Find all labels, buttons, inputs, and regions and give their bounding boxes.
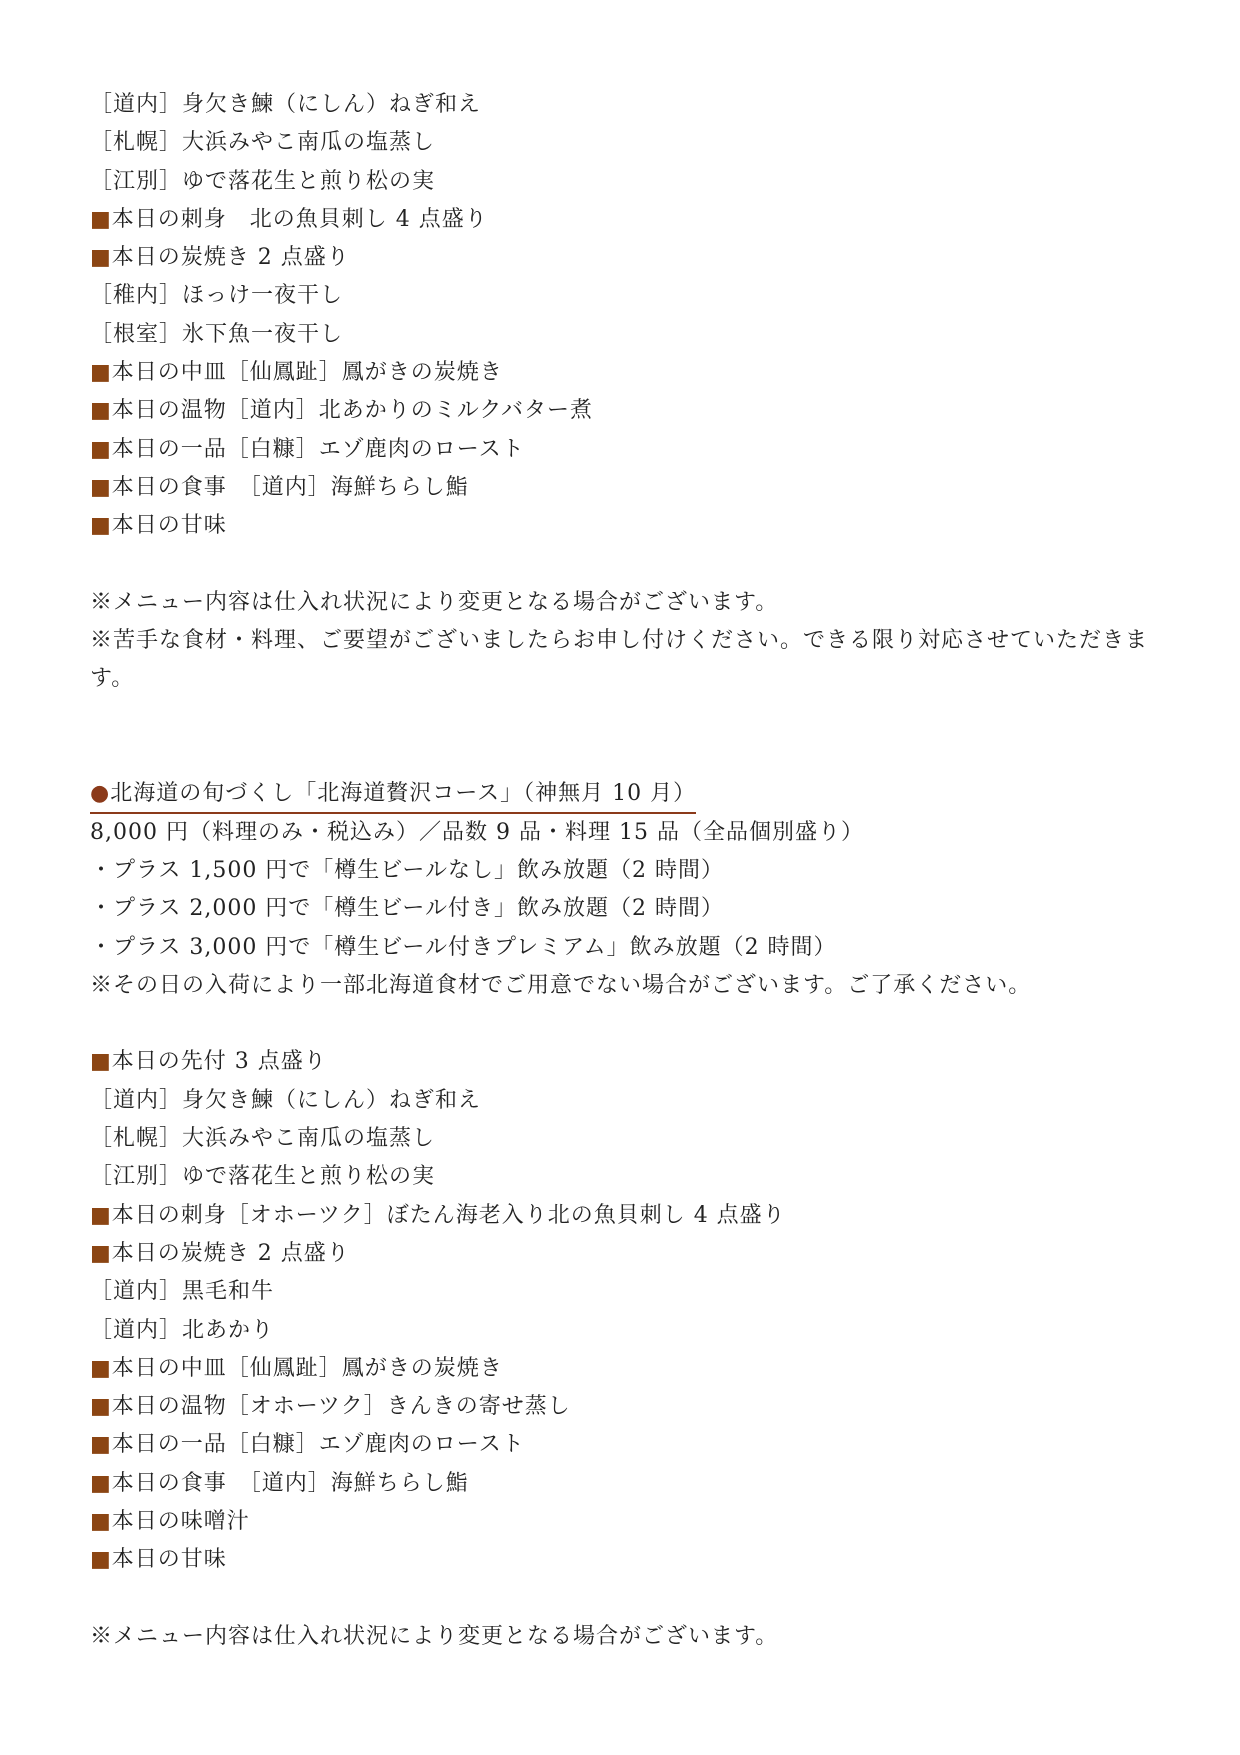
menu-line: ［札幌］大浜みやこ南瓜の塩蒸し — [90, 1126, 436, 1152]
menu-line: ■本日の温物［オホーツク］きんきの寄せ蒸し — [90, 1394, 571, 1420]
stock-note: ※その日の入荷により一部北海道食材でご用意でない場合がございます。ご了承ください。 — [90, 972, 1032, 998]
spacer — [90, 1580, 1160, 1618]
menu-line: ［道内］北あかり — [90, 1317, 275, 1343]
menu-page — [90, 86, 1160, 1656]
menu-line: ■本日の食事 ［道内］海鮮ちらし鮨 — [90, 474, 469, 500]
menu-line: ［道内］身欠き鰊（にしん）ねぎ和え — [90, 1087, 482, 1113]
course-menu-change-note: ※メニュー内容は仕入れ状況により変更となる場合がございます。 — [90, 1623, 779, 1649]
menu-line: ［稚内］ほっけ一夜干し — [90, 283, 344, 309]
menu-line: ■本日の甘味 — [90, 513, 227, 539]
menu-line: ［江別］ゆで落花生と煎り松の実 — [90, 1164, 436, 1190]
course-price: 8,000 円（料理のみ・税込み）／品数 9 品・料理 15 品（全品個別盛り） — [90, 819, 864, 845]
spacer — [90, 699, 1160, 737]
menu-line: ■本日の刺身［オホーツク］ぼたん海老入り北の魚貝刺し 4 点盛り — [90, 1202, 786, 1228]
menu-line: ■本日の甘味 — [90, 1547, 227, 1573]
menu-line: ■本日の一品［白糠］エゾ鹿肉のロースト — [90, 436, 525, 462]
menu-line: ■本日の炭焼き 2 点盛り — [90, 245, 350, 271]
bullet-icon: ● — [90, 781, 111, 807]
menu-line: ■本日の味噌汁 — [90, 1508, 250, 1534]
menu-line: ■本日の先付 3 点盛り — [90, 1049, 327, 1075]
menu-line: ■本日の温物［道内］北あかりのミルクバター煮 — [90, 398, 594, 424]
drink-plan: ・プラス 1,500 円で「樽生ビールなし」飲み放題（2 時間） — [90, 857, 724, 883]
course-heading: ●北海道の旬づくし「北海道贅沢コース」（神無月 10 月） — [90, 777, 696, 814]
menu-line: ［江別］ゆで落花生と煎り松の実 — [90, 168, 436, 194]
menu-line: ［札幌］大浜みやこ南瓜の塩蒸し — [90, 130, 436, 156]
menu-line: ■本日の中皿［仙鳳趾］鳳がきの炭焼き — [90, 360, 503, 386]
drink-plan: ・プラス 2,000 円で「樽生ビール付き」飲み放題（2 時間） — [90, 896, 724, 922]
menu-line: ［道内］黒毛和牛 — [90, 1279, 275, 1305]
menu-line: ［根室］氷下魚一夜干し — [90, 321, 344, 347]
menu-line: ■本日の刺身 北の魚貝刺し 4 点盛り — [90, 206, 488, 232]
spacer — [90, 546, 1160, 584]
menu-line: ［道内］身欠き鰊（にしん）ねぎ和え — [90, 92, 482, 117]
spacer — [90, 1005, 1160, 1043]
menu-line: ■本日の中皿［仙鳳趾］鳳がきの炭焼き — [90, 1355, 503, 1381]
menu-line: ■本日の食事 ［道内］海鮮ちらし鮨 — [90, 1470, 469, 1496]
drink-plan: ・プラス 3,000 円で「樽生ビール付きプレミアム」飲み放題（2 時間） — [90, 934, 837, 960]
menu-line: ■本日の炭焼き 2 点盛り — [90, 1240, 350, 1266]
menu-line: ■本日の一品［白糠］エゾ鹿肉のロースト — [90, 1432, 525, 1458]
dietary-note: ※苦手な食材・料理、ご要望がございましたらお申し付けください。できる限り対応させていただきます。 — [90, 628, 1149, 692]
spacer — [90, 737, 1160, 775]
course-heading-line — [90, 775, 1160, 813]
menu-change-note: ※メニュー内容は仕入れ状況により変更となる場合がございます。 — [90, 589, 779, 615]
course-item-list — [90, 1043, 1160, 1579]
section1-list — [90, 86, 1160, 546]
